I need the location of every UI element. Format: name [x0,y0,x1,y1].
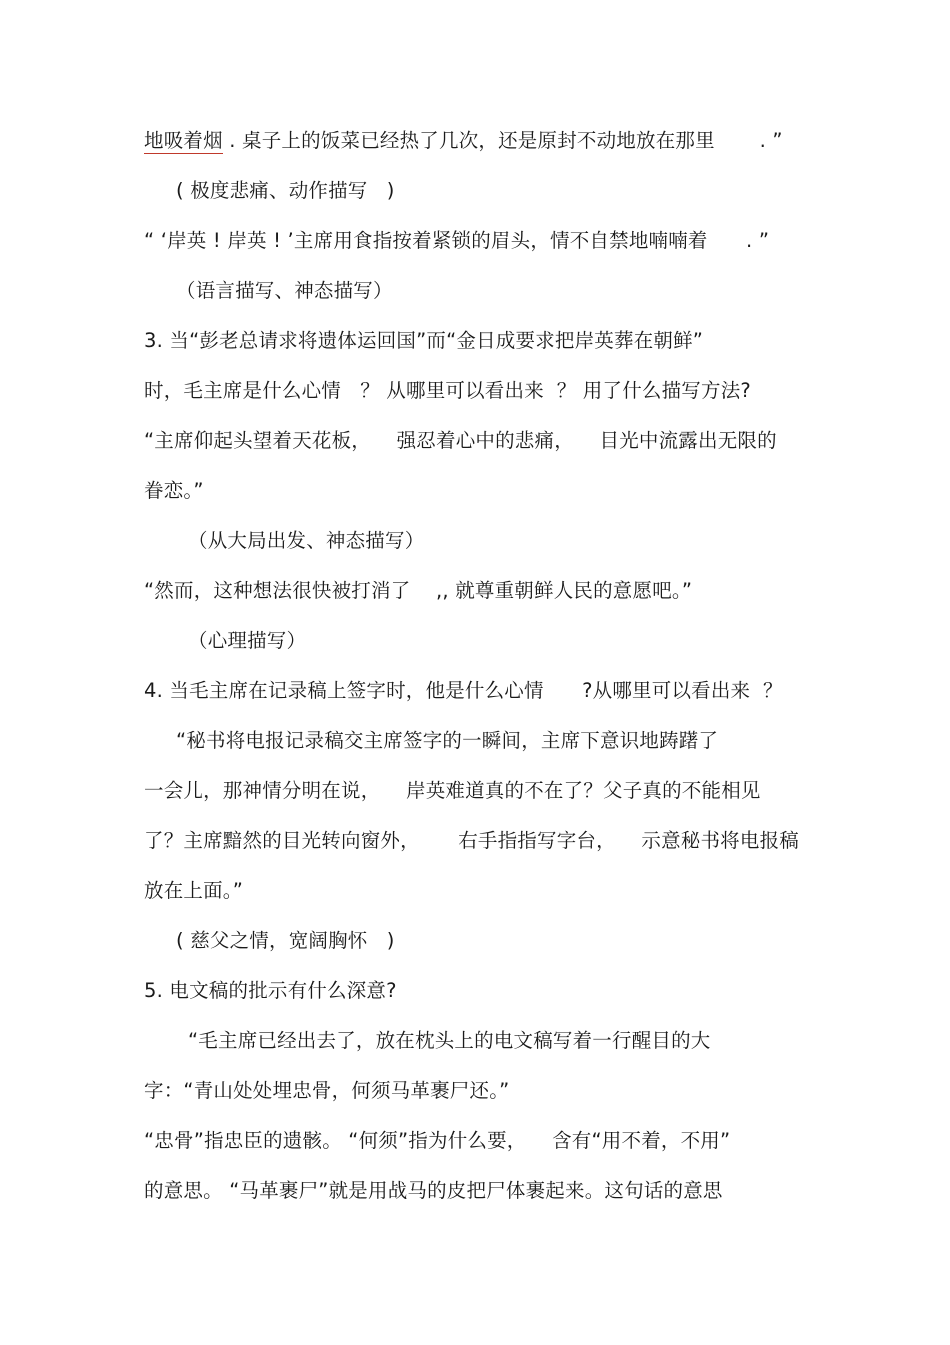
annotation-line-2: （语言描写、神态描写） [176,279,393,302]
quote-line-9: 字：“青山处处埋忠骨，何须马革裹尸还。” [144,1079,510,1102]
underlined-phrase: 地吸着烟 [144,129,223,152]
quote-line-7: 放在上面。” [144,879,244,902]
annotation-line-1: ( 极度悲痛、动作描写 ) [176,179,395,202]
question-3-line-2: 时，毛主席是什么心情 ？ 从哪里可以看出来 ？ 用了什么描写方法? [144,379,751,402]
annotation-line-3: （从大局出发、神态描写） [188,529,425,552]
text-line-1-rest: . 桌子上的饭菜已经热了几次，还是原封不动地放在那里 . ” [222,129,783,152]
explanation-line-1: “忠骨”指忠臣的遗骸。 “何须”指为什么要， 含有“用不着，不用” [144,1129,731,1152]
quote-line-8: “毛主席已经出去了，放在枕头上的电文稿写着一行醒目的大 [188,1029,711,1052]
text-line-3: “ ‘岸英 ! 岸英 ! ’主席用食指按着紧锁的眉头，情不自禁地喃喃着 . ” [144,229,770,252]
text-line-1 [144,128,783,154]
question-5-line-1: 5. 电文稿的批示有什么深意? [144,979,397,1002]
quote-line-1: “主席仰起头望着天花板， 强忍着心中的悲痛， 目光中流露出无限的 [144,429,777,452]
quote-line-4: “秘书将电报记录稿交主席签字的一瞬间，主席下意识地踌躇了 [176,729,719,752]
quote-line-3: “然而，这种想法很快被打消了 ,, 就尊重朝鲜人民的意愿吧。” [144,579,693,602]
question-3-line-1: 3. 当“彭老总请求将遗体运回国”而“金日成要求把岸英葬在朝鲜” [144,329,704,352]
quote-line-6: 了？主席黯然的目光转向窗外， 右手指指写字台， 示意秘书将电报稿 [144,829,799,852]
quote-line-2: 眷恋。” [144,479,204,502]
quote-line-5: 一会儿，那神情分明在说， 岸英难道真的不在了？父子真的不能相见 [144,779,761,802]
annotation-line-4: （心理描写） [188,629,307,652]
question-4-line-1: 4. 当毛主席在记录稿上签字时，他是什么心情 ?从哪里可以看出来 ？ [144,679,783,702]
explanation-line-2: 的意思。 “马革裹尸”就是用战马的皮把尸体裹起来。这句话的意思 [144,1179,723,1202]
annotation-line-5: ( 慈父之情，宽阔胸怀 ) [176,929,395,952]
